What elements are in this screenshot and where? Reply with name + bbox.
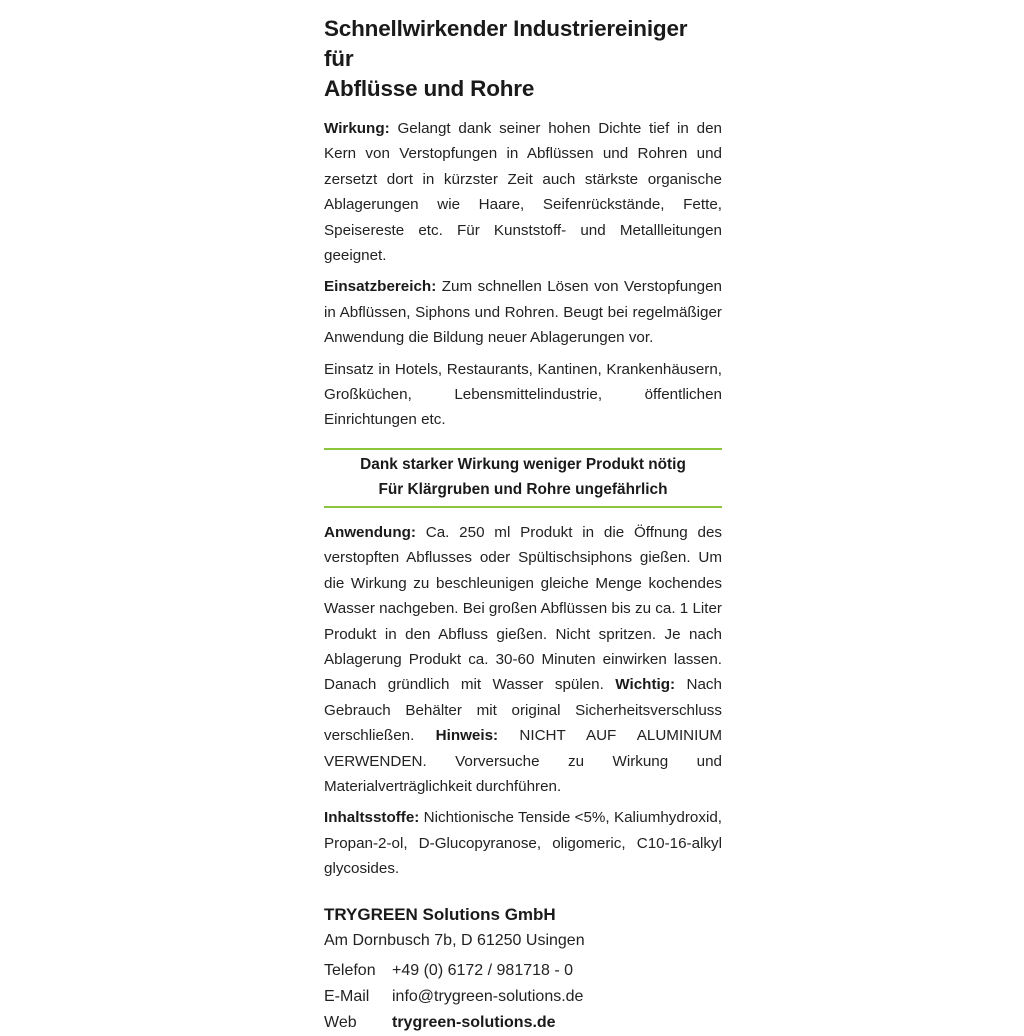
company-name: TRYGREEN Solutions GmbH xyxy=(324,904,556,924)
product-title-line-2: Abflüsse und Rohre xyxy=(324,76,535,101)
contact-email-key: E-Mail xyxy=(324,987,370,1005)
hinweis-text: NICHT AUF ALUMINIUM VERWENDEN. Vorversuche zu Wirkung und Materialverträglichkeit durchführen. xyxy=(324,727,722,795)
wichtig-text: Nach Gebrauch Behälter mit original Sicherheitsverschluss verschließen. xyxy=(324,676,722,745)
anwendung-paragraph xyxy=(324,520,722,799)
wichtig-label: Wichtig: xyxy=(615,676,676,694)
inhaltsstoffe-label: Inhaltsstoffe: xyxy=(324,809,420,827)
inhaltsstoffe-text: Nichtionische Tenside <5%, Kaliumhydroxid, Propan-2-ol, D-Glucopyranose, oligomeric, C10-16-alkyl glycosides. xyxy=(324,809,722,878)
einsatzbereich-label: Einsatzbereich: xyxy=(324,278,437,296)
product-label xyxy=(324,14,722,1036)
contact-web-key: Web xyxy=(324,1013,357,1031)
product-title-line-1: Schnellwirkender Industriereiniger für xyxy=(324,16,688,71)
contact-web-value: trygreen-solutions.de xyxy=(392,1013,556,1031)
einsatzbereich-paragraph xyxy=(324,274,722,350)
anwendung-text: Ca. 250 ml Produkt in die Öffnung des verstopften Abflusses oder Spültischsiphons gießen. Um die Wirkung zu beschleunigen gleiche Menge kochendes Wasser nachgeben. Bei großen Abflüssen bis zu ca. 1 Liter Produkt in den Abfluss gießen. Nicht spritzen. Je nach Ablagerung Produkt ca. 30-60 Minuten einwirken lassen. Danach gründlich mit Wasser spülen. xyxy=(324,523,722,694)
einsatz-orte-paragraph: Einsatz in Hotels, Restaurants, Kantinen, Krankenhäusern, Großküchen, Lebensmittelindustrie, öffentlichen Einrichtungen etc. xyxy=(324,360,722,429)
einsatzbereich-text: Zum schnellen Lösen von Verstopfungen in Abflüssen, Siphons und Rohren. Beugt bei regelmäßiger Anwendung die Bildung neuer Ablagerungen vor. xyxy=(324,278,722,347)
contact-phone-value: +49 (0) 6172 / 981718 - 0 xyxy=(392,961,574,979)
wirkung-text: Gelangt dank seiner hohen Dichte tief in den Kern von Verstopfungen in Abflüssen und Rohren und zersetzt dort in kürzster Zeit auch stärkste organische Ablagerungen wie Haare, Seifenrückstände, Fette, Speisereste etc. Für Kunststoff- und Metallleitungen geeignet. xyxy=(324,120,722,265)
highlight-line-2: Für Klärgruben und Rohre ungefährlich xyxy=(378,481,668,499)
wirkung-paragraph xyxy=(324,116,722,268)
anwendung-label: Anwendung: xyxy=(324,523,416,541)
contact-phone-key: Telefon xyxy=(324,961,376,979)
contact-phone xyxy=(324,958,722,984)
contact-web xyxy=(324,1010,722,1036)
highlight-line-1: Dank starker Wirkung weniger Produkt nötig xyxy=(360,455,686,473)
company-address: Am Dornbusch 7b, D 61250 Usingen xyxy=(324,931,585,949)
contact-email xyxy=(324,984,722,1010)
hinweis-label: Hinweis: xyxy=(435,727,499,745)
product-title xyxy=(324,14,722,104)
inhaltsstoffe-paragraph xyxy=(324,805,722,881)
wirkung-label: Wirkung: xyxy=(324,120,390,137)
contact-email-value: info@trygreen-solutions.de xyxy=(392,987,584,1005)
highlight-box xyxy=(324,448,722,508)
